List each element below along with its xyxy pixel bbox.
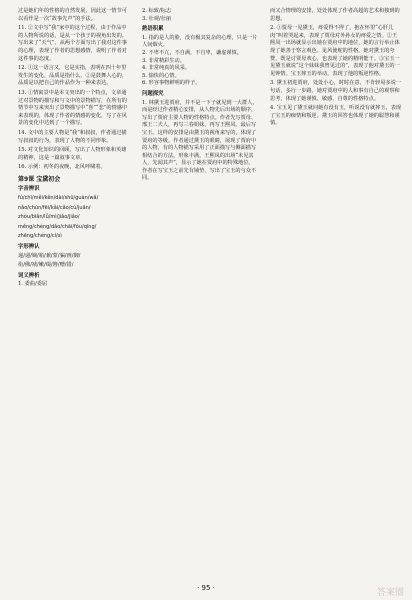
wenti-answer-1: 1. 林黛玉进贾府，并不是一下子就见到一大群人，而是经过作者精心安排，从人物先后出场的顺序，写出了贾府主要人物的性格特点。作者先写贾母、邢王二夫人，再写三春姐妹，再写王熙凤，最后写宝玉。这样的安排是由黛玉的视角来写的，体现了贾府的等级。作者通过黛玉的眼睛，展现了贾府中的人物，有的人物描写采用了正面描写与侧面描写相结合的方法，形象丰满。王熙凤的出场“未见其人，先闻其声”，显示了她在贾府中的特殊地位。作者在写宝玉之前先有铺垫，写出了宝玉的与众不同。 xyxy=(142,99,258,182)
pinyin-line: fú/chī/měi/kěn/dài/shǔ/guàn/wǎ/ xyxy=(18,195,99,202)
answer-3: 3. 黛玉初进贾府，处处小心，时时在意，不肯轻易多说一句话，多行一步路。她对贾府中的人和事有自己的观察和思考，体现了她谨慎、敏感、自尊的性格特点。 xyxy=(270,80,402,102)
section-heading: 问题探究 xyxy=(142,90,164,97)
column-middle xyxy=(142,8,258,185)
answer-4: 4. 宝玉见了黛玉就问她有没有玉，听说没有就摔玉，表现了宝玉的痴情和叛逆。黛玉的回答也体现了她的聪慧和谨慎。 xyxy=(270,105,402,127)
answer-12: 12. ①这一语言又，它是实指，表明在四十年里发生的变化，品质是指什么，②是鼓舞人心的，品质是以把自己的作品作为一种来表达。 xyxy=(18,65,127,87)
watermark: 答案圈 xyxy=(376,588,404,598)
answer-16: 16. 示例：初冬的夜晚，北风呼啸着。 xyxy=(18,164,106,171)
lesson-title: 第9课 宝黛初会 xyxy=(18,175,61,183)
section-heading: 字音辨识 xyxy=(18,186,40,193)
answer-13: 13. ①情寓景中是本文突出的一个特点，文章通过对景物的描写和与文中的景物描写，在所有的情节中写来突出了景物描写中“喜”“悲”的情感中来表现的，体现了作者的情感的变化，写了在风景的变化中达到了一个描写。 xyxy=(18,89,128,127)
answer-2: 2. ①贾母一见黛玉，疼爱得不得了，抱在怀里“心肝儿肉”叫着哭起来，表现了贾母对外孙女的疼爱之情。②王熙凤一出场就显示出她在贾府中的地位，她的言行举止体现了她善于察言观色、见风使舵的性格。她对黛玉的夸赞，既是讨贾母欢心，也表现了她的精明能干。③宝玉一见黛玉就说“这个妹妹我曾见过的”，表现了他对黛玉的一见钟情。宝玉摔玉的举动，表现了他的叛逆性格。 xyxy=(270,25,400,77)
text-block: 而又合情理的安排，处处体现了作者高超的艺术和独到的思想。 xyxy=(270,8,400,22)
document-page xyxy=(18,8,402,586)
pinyin-line: zhòu/biǎn/lǚ/mì/jiǎo/jiǎo/ xyxy=(18,214,80,221)
pinyin-line: zhēng/chéng/cí/sì xyxy=(18,233,62,240)
text-block: 过是她们年的性格的自然发展，因此这一情节可以看作是一次“故事先声”的手法。 xyxy=(18,8,127,22)
page-number: · 95 · xyxy=(197,584,215,592)
answer-15: 15. 对文化知识的回顾，写出了人物形象和英雄的精神，这是一篇叙事文章。 xyxy=(18,147,127,161)
pinyin-line: měng/chéng/dǎo/chāi/fǒu/qīng/ xyxy=(18,223,97,230)
pinyin-line: nǎo/chún/fēi/kǎi/cǎo/cù/juān/ xyxy=(18,204,91,211)
section-heading: 字形辨认 xyxy=(18,244,40,251)
column-left xyxy=(18,8,130,291)
zixing-line: 递/递/嫡/箱/兼/蒙/骗/画/御/ xyxy=(18,252,81,259)
section-heading: 熟语积累 xyxy=(142,26,164,33)
answer-14: 14. 文中的主要人物是“我”和叔叔，作者通过描写叔叔的行为，表现了人物的不同形象。 xyxy=(18,129,127,144)
answer-11: 11. ②文中写“我”家中的这个过程，由于作品中的人物所说的话，是从一个孩子的视角出发的。写出来了“天气”，从两个方面写出了我对这件事的心理，表现了作者的思想感情，说明了作者对这件事的态度。 xyxy=(18,25,128,62)
ciyi-line: 1. 委曲/委屈 xyxy=(18,281,48,288)
ciyi-items: 2. 标致/标志 3. 壮观/壮丽 xyxy=(142,8,172,22)
zixing-line: 衔/佛/裱/嫩/缀/簪/赠/错/ xyxy=(18,262,74,269)
shuyu-list: 1. 指的是人的脸，没有极其复杂的心理，只是一片人间烟火。 2. 不卑不亢，不自满，不自卑，谦虚谨慎。 3. 非常精彩生动。 4. 非常纯真的风采。 5. 愉快的心情。 6. 形容事物鲜明的样子。 xyxy=(142,34,258,87)
column-right xyxy=(270,8,402,130)
section-heading: 词义辨析 xyxy=(18,272,40,279)
